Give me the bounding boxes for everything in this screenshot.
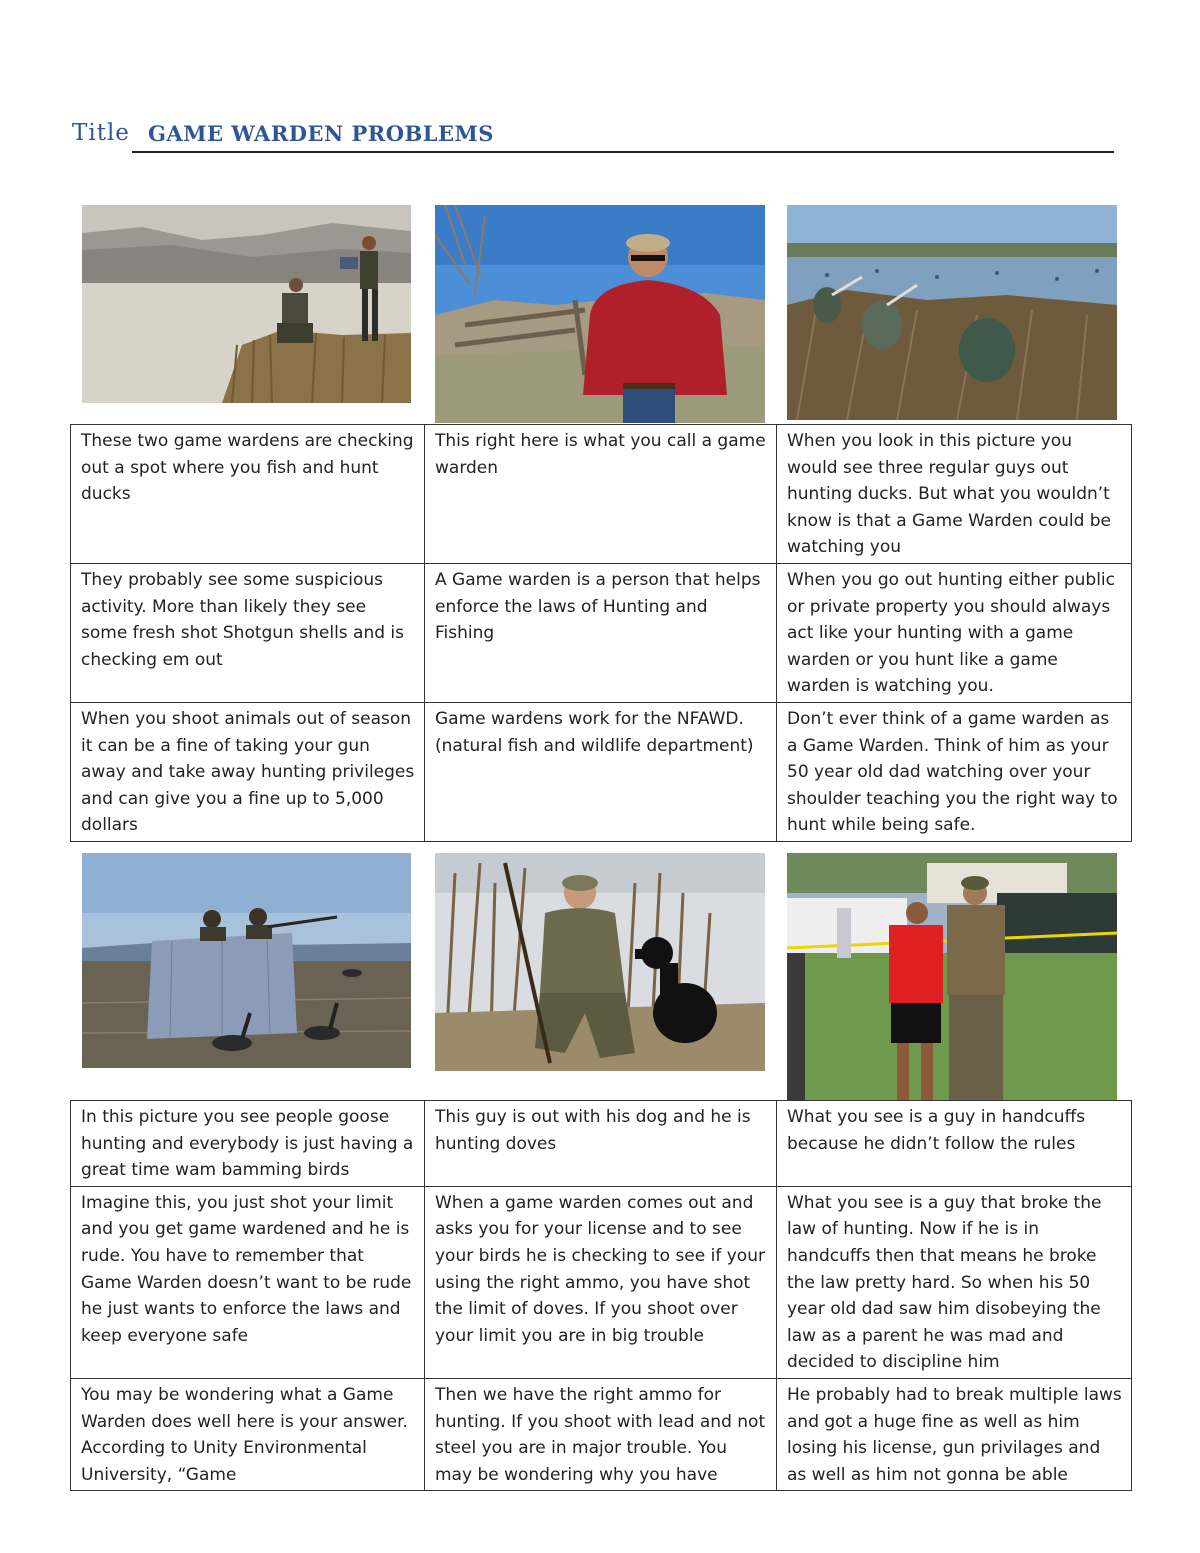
table-cell: In this picture you see people goose hunting and everybody is just having a great time wam bamming birds (71, 1101, 425, 1187)
page-title: GAME WARDEN PROBLEMS (148, 121, 494, 146)
table-row (71, 425, 1132, 564)
photo-man-in-handcuffs (787, 853, 1117, 1100)
table-row (71, 1101, 1132, 1187)
table-cell: You may be wondering what a Game Warden does well here is your answer. According to Unity Environmental University, “Game (71, 1378, 425, 1490)
table-cell: Game wardens work for the NFAWD. (natural fish and wildlife department) (425, 702, 777, 841)
photo-duck-hunters (787, 205, 1117, 420)
table-cell: Imagine this, you just shot your limit and you get game wardened and he is rude. You have to remember that Game Warden doesn’t want to be rude he just wants to enforce the laws and keep everyone safe (71, 1186, 425, 1378)
title-underline (132, 151, 1114, 153)
table-cell: Don’t ever think of a game warden as a Game Warden. Think of him as your 50 year old dad watching over your shoulder teaching you the right way to hunt while being safe. (777, 702, 1132, 841)
photo-hunter-with-dog (435, 853, 765, 1071)
table-cell: They probably see some suspicious activity. More than likely they see some fresh shot Shotgun shells and is checking em out (71, 563, 425, 702)
table-cell: What you see is a guy in handcuffs because he didn’t follow the rules (777, 1101, 1132, 1187)
table-cell: This guy is out with his dog and he is hunting doves (425, 1101, 777, 1187)
table-cell: When you go out hunting either public or private property you should always act like your hunting with a game warden or you hunt like a game warden is watching you. (777, 563, 1132, 702)
title-row (72, 118, 1114, 158)
table-cell: A Game warden is a person that helps enforce the laws of Hunting and Fishing (425, 563, 777, 702)
photo-goose-hunters (82, 853, 411, 1068)
info-table-2 (70, 1100, 1132, 1491)
table-cell: He probably had to break multiple laws and got a huge fine as well as him losing his license, gun privilages and as well as him not gonna be able (777, 1378, 1132, 1490)
table-row (71, 563, 1132, 702)
table-cell: These two game wardens are checking out a spot where you fish and hunt ducks (71, 425, 425, 564)
table-cell: This right here is what you call a game warden (425, 425, 777, 564)
table-cell: Then we have the right ammo for hunting. If you shoot with lead and not steel you are in major trouble. You may be wondering why you have (425, 1378, 777, 1490)
table-cell: When you look in this picture you would see three regular guys out hunting ducks. But what you wouldn’t know is that a Game Warden could be watching you (777, 425, 1132, 564)
photo-wardens-at-lake (82, 205, 411, 403)
title-label: Title (72, 120, 130, 146)
table-row (71, 1186, 1132, 1378)
table-row (71, 702, 1132, 841)
table-cell: What you see is a guy that broke the law of hunting. Now if he is in handcuffs then that means he broke the law pretty hard. So when his 50 year old dad saw him disobeying the law as a parent he was mad and decided to discipline him (777, 1186, 1132, 1378)
photo-game-warden-portrait (435, 205, 765, 423)
info-table-1 (70, 424, 1132, 842)
table-cell: When a game warden comes out and asks you for your license and to see your birds he is checking to see if your using the right ammo, you have shot the limit of doves. If you shoot over your limit you are in big trouble (425, 1186, 777, 1378)
table-row (71, 1378, 1132, 1490)
table-cell: When you shoot animals out of season it can be a fine of taking your gun away and take away hunting privileges and can give you a fine up to 5,000 dollars (71, 702, 425, 841)
